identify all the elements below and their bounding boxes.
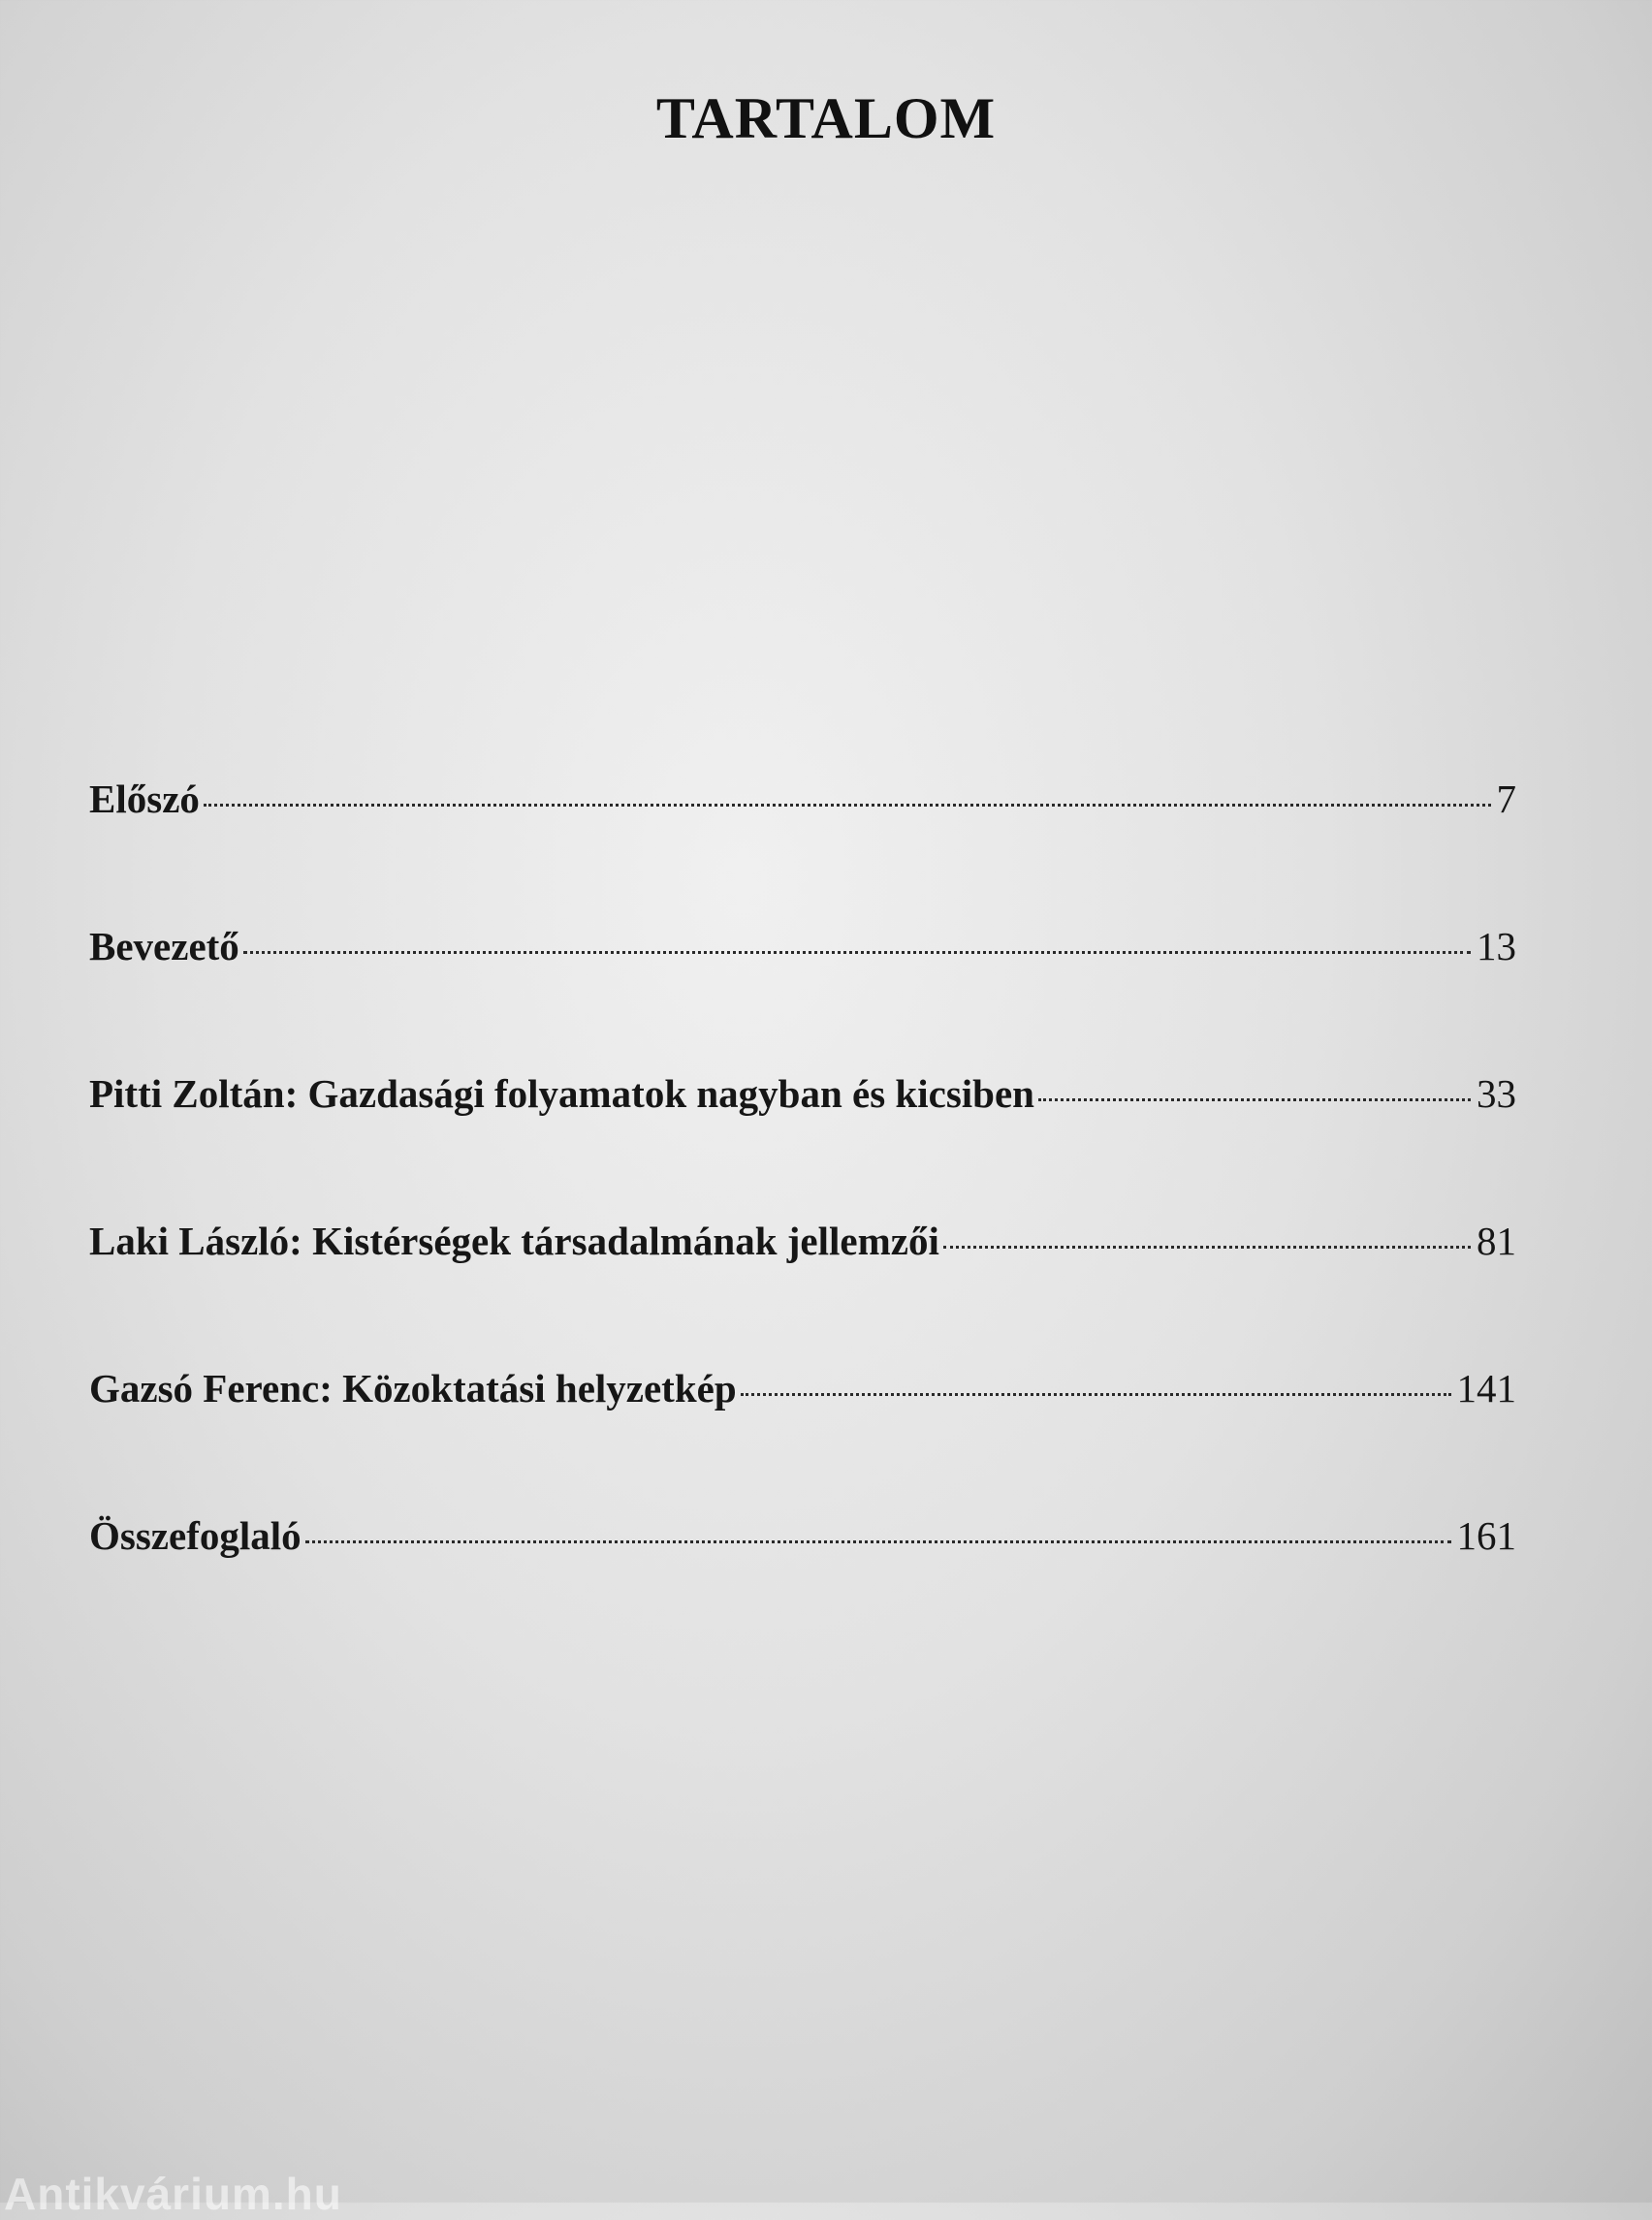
- toc-entry-osszefoglalo: [89, 1512, 1516, 1660]
- toc-entry-page-number: 33: [1477, 1071, 1516, 1116]
- toc-entry-page-number: 81: [1477, 1219, 1516, 1263]
- toc-entry-page-number: 161: [1456, 1513, 1516, 1558]
- toc-entry-gazso: [89, 1365, 1516, 1512]
- page-title: TARTALOM: [655, 86, 997, 150]
- dot-leader: [741, 1393, 1451, 1396]
- toc-entry-laki: [89, 1218, 1516, 1365]
- table-of-contents: [89, 776, 1516, 1660]
- dot-leader: [204, 804, 1491, 807]
- dot-leader: [305, 1540, 1451, 1543]
- toc-entry-eloszo: [89, 776, 1516, 923]
- toc-entry-label: Összefoglaló: [89, 1513, 302, 1558]
- watermark: Antikvárium.hu: [4, 2169, 342, 2219]
- dot-leader: [943, 1246, 1471, 1249]
- toc-entry-label: Bevezető: [89, 924, 239, 968]
- toc-entry-label: Pitti Zoltán: Gazdasági folyamatok nagyban és kicsiben: [89, 1071, 1034, 1116]
- toc-entry-pitti: [89, 1070, 1516, 1218]
- dot-leader: [1038, 1098, 1471, 1101]
- toc-entry-label: Gazsó Ferenc: Közoktatási helyzetkép: [89, 1366, 737, 1411]
- toc-entry-label: Laki László: Kistérségek társadalmának jellemzői: [89, 1219, 939, 1263]
- toc-entry-page-number: 7: [1496, 777, 1516, 821]
- toc-entry-page-number: 141: [1456, 1366, 1516, 1411]
- toc-entry-page-number: 13: [1477, 924, 1516, 968]
- toc-entry-label: Előszó: [89, 777, 200, 821]
- dot-leader: [243, 951, 1471, 954]
- toc-entry-bevezeto: [89, 923, 1516, 1070]
